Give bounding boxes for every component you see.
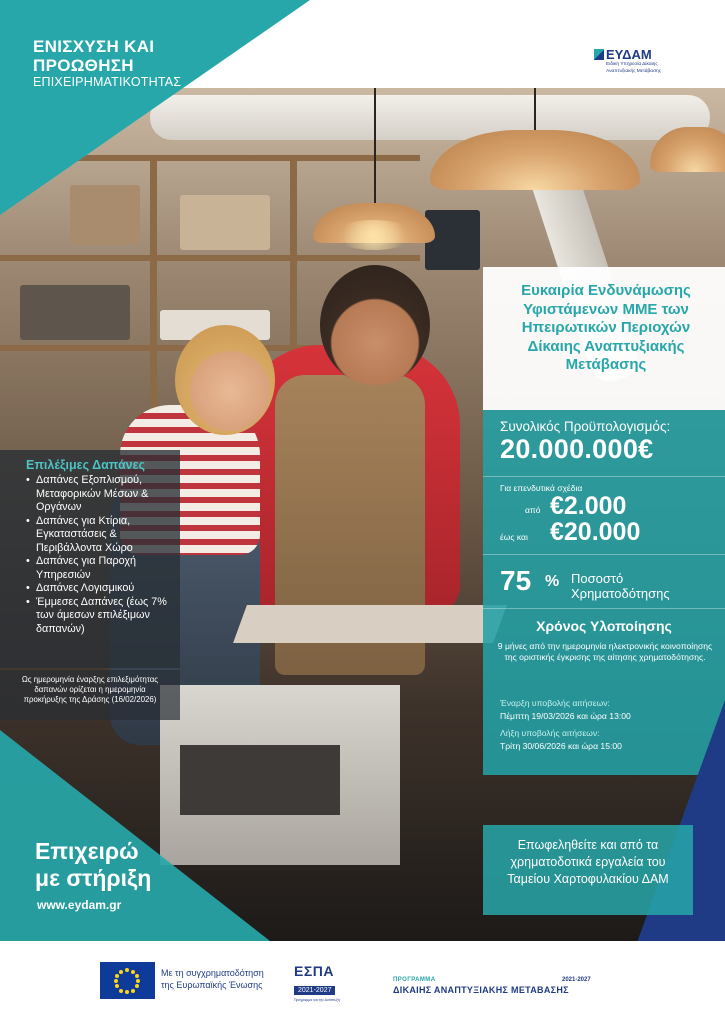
eu-flag-icon	[100, 962, 155, 999]
espa-years: 2021-2027	[294, 986, 335, 995]
storage-box	[70, 185, 140, 245]
eu-cofunding-text	[161, 967, 264, 991]
program-title-box	[483, 267, 725, 410]
shelf	[0, 255, 420, 261]
funding-percent-sign: %	[545, 573, 560, 590]
divider	[483, 476, 725, 477]
fund-text: Επωφεληθείτε και από τα χρηματοδοτικά εργαλεία του Ταμείου Χαρτοφυλακίου ΔΑΜ	[507, 838, 669, 886]
from-label: από	[525, 505, 541, 515]
slogan-line: Επιχειρώ	[35, 838, 139, 864]
list-item: • Δαπάνες για Κτίρια, Εγκαταστάσεις & Περιβάλλοντα Χώρο	[26, 515, 174, 556]
lamp-cord	[374, 85, 376, 210]
footer	[0, 941, 725, 1024]
planer-machine-panel	[180, 745, 340, 815]
logo-subtitle: Αναπτυξιακής Μετάβασης	[606, 68, 662, 74]
title-subline: ΕΠΙΧΕΙΡΗΜΑΤΙΚΟΤΗΤΑΣ	[33, 75, 182, 89]
lamp-cord	[534, 85, 536, 135]
program-years: 2021-2027	[562, 977, 591, 983]
from-value: €2.000	[550, 492, 627, 520]
logo-subtitle: Ειδική Υπηρεσία Δίκαιης	[606, 62, 658, 67]
eydam-logo	[592, 48, 672, 78]
program-details-panel	[483, 410, 725, 775]
espa-logo	[294, 963, 354, 1002]
divider	[483, 554, 725, 555]
funding-label-line: Χρηματοδότησης	[571, 586, 670, 601]
time-text: 9 μήνες από την ημερομηνία ηλεκτρονικής κοινοποίησης της οριστικής έγκρισης της αίτησης χρηματοδότησης.	[497, 641, 713, 663]
expenses-list	[26, 474, 174, 636]
eydam-mark-icon	[594, 49, 604, 60]
program-name: ΔΙΚΑΙΗΣ ΑΝΑΠΤΥΞΙΑΚΗΣ ΜΕΤΑΒΑΣΗΣ	[393, 985, 569, 995]
man-head	[320, 265, 430, 385]
list-item: • Δαπάνες Λογισμικού	[26, 582, 174, 596]
expenses-box	[0, 450, 180, 668]
expenses-title: Επιλέξιμες Δαπάνες	[26, 458, 146, 472]
budget-value: 20.000.000€	[500, 434, 654, 464]
woman-head	[175, 325, 275, 435]
page-title	[33, 37, 181, 90]
website-link[interactable]: www.eydam.gr	[37, 898, 122, 912]
fund-box	[483, 825, 693, 915]
list-item: • Έμμεσες Δαπάνες (έως 7% των άμεσων επιλέξιμων δαπανών)	[26, 596, 174, 637]
funding-label	[571, 571, 670, 601]
divider	[483, 608, 725, 609]
program-title: Ευκαιρία Ενδυνάμωσης Υφιστάμενων ΜΜΕ των Ηπειρωτικών Περιοχών Δίκαιης Αναπτυξιακής Μετάβασης	[521, 282, 691, 373]
espa-small: Πρόγραμμα για την Ανάπτυξη	[294, 998, 340, 1002]
eu-text-line: της Ευρωπαϊκής Ένωσης	[161, 980, 263, 990]
budget-label: Συνολικός Προϋπολογισμός:	[500, 419, 671, 434]
espa-word: ΕΣΠΑ	[294, 963, 334, 979]
tool-cabinet	[20, 285, 130, 340]
lamp-glow	[333, 220, 415, 250]
end-value: Τρίτη 30/06/2026 και ώρα 15:00	[500, 741, 622, 751]
time-title: Χρόνος Υλοποίησης	[536, 618, 672, 634]
wood-board	[233, 605, 507, 643]
end-label: Λήξη υποβολής αιτήσεων:	[500, 728, 600, 738]
eligibility-note	[0, 670, 180, 720]
plans-label: Για επενδυτικά σχέδια	[500, 483, 583, 493]
storage-box	[180, 195, 270, 250]
title-line: ΕΝΙΣΧΥΣΗ ΚΑΙ	[33, 37, 155, 56]
duct-pipe	[150, 95, 710, 140]
funding-label-line: Ποσοστό	[571, 571, 624, 586]
program-label: ΠΡΟΓΡΑΜΜΑ	[393, 977, 436, 983]
funding-percent: 75	[500, 565, 532, 596]
slogan-line: με στήριξη	[35, 865, 152, 891]
to-value: €20.000	[550, 518, 641, 546]
slogan	[35, 838, 151, 892]
start-label: Έναρξη υποβολής αιτήσεων:	[500, 698, 610, 708]
eu-text-line: Με τη συγχρηματοδότηση	[161, 968, 264, 978]
start-value: Πέμπτη 19/03/2026 και ώρα 13:00	[500, 711, 631, 721]
note-text: Ως ημερομηνία έναρξης επιλεξιμότητας δαπανών ορίζεται η ημερομηνία προκήρυξης της Δράσης (16/02/2026)	[21, 675, 159, 705]
title-line: ΠΡΟΩΘΗΣΗ	[33, 56, 134, 75]
to-label: έως και	[500, 532, 528, 542]
logo-name: ΕΥΔΑΜ	[606, 47, 652, 62]
list-item: • Δαπάνες Εξοπλισμού, Μεταφορικών Μέσων & Οργάνων	[26, 474, 174, 515]
list-item: • Δαπάνες για Παροχή Υπηρεσιών	[26, 555, 174, 582]
